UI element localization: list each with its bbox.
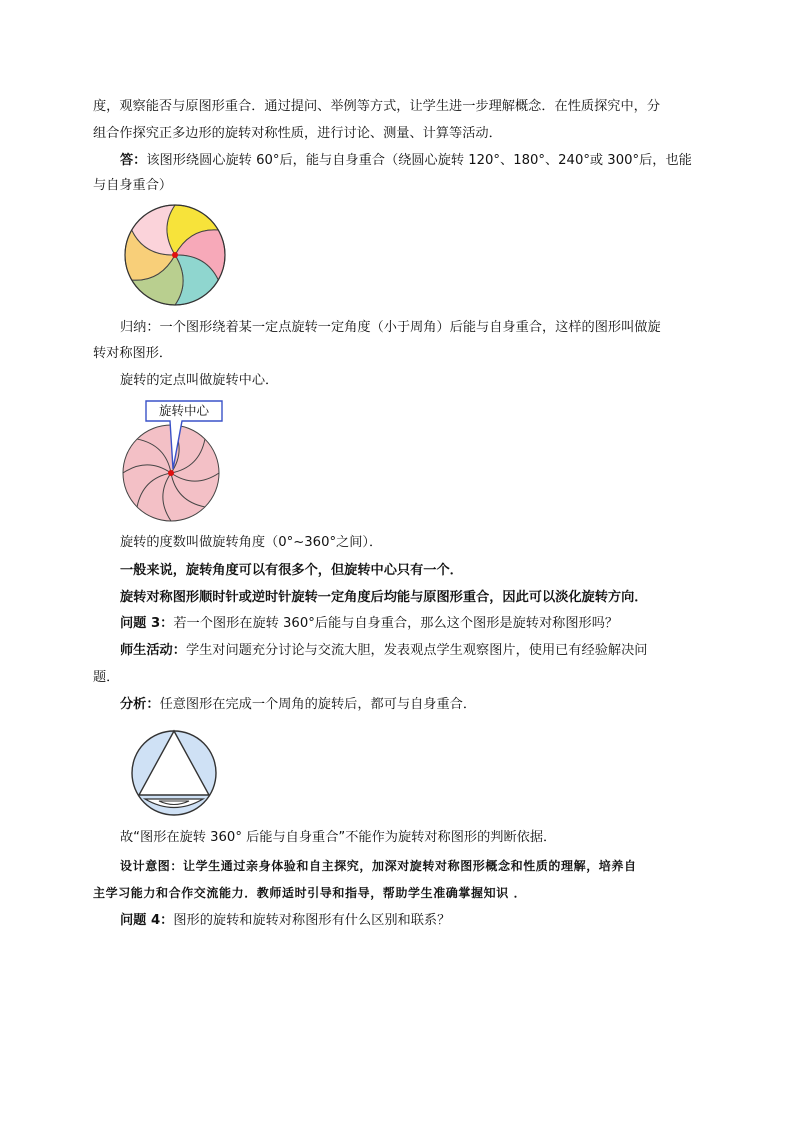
analysis-text: 任意图形在完成一个周角的旋转后，都可与自身重合．	[159, 697, 477, 712]
bold-statement-2: 旋转对称图形顺时针或逆时针旋转一定角度后均能与原图形重合，因此可以淡化旋转方向．	[120, 590, 648, 605]
design-intent-line-2: 主学习能力和合作交流能力．教师适时引导和指导，帮助学生准确掌握知识 ．	[93, 886, 527, 900]
answer-text: 该图形绕圆心旋转 60°后，能与自身重合（绕圆心旋转 120°、180°、240°或 300°后，也能	[146, 153, 692, 168]
conclusion-line: 故“图形在旋转 360° 后能与自身重合”不能作为旋转对称图形的判断依据．	[120, 830, 557, 845]
answer-line-2: 与自身重合）	[93, 178, 173, 193]
paragraph-line: 度，观察能否与原图形重合．通过提问、举例等方式，让学生进一步理解概念．在性质探究中，分	[93, 99, 661, 114]
question-3	[120, 614, 618, 634]
rotation-center-figure	[118, 397, 228, 527]
rotation-center-dot	[168, 470, 174, 476]
question-4-text: 图形的旋转和旋转对称图形有什么区别和联系？	[173, 913, 451, 928]
summary-line: 归纳：一个图形绕着某一定点旋转一定角度（小于周角）后能与自身重合，这样的图形叫做旋	[120, 320, 661, 335]
question-3-text: 若一个图形在旋转 360°后能与自身重合，那么这个图形是旋转对称图形吗？	[173, 616, 619, 631]
question-4	[120, 911, 450, 931]
design-intent-line: 设计意图：让学生通过亲身体验和自主探究，加深对旋转对称图形概念和性质的理解，培养自	[120, 859, 637, 873]
bold-statement-1: 一般来说，旋转角度可以有很多个，但旋转中心只有一个．	[120, 563, 463, 578]
question-3-label: 问题 3：	[120, 616, 174, 631]
answer-label: 答：	[120, 153, 147, 168]
pinwheel-center-dot	[172, 252, 178, 258]
angle-definition: 旋转的度数叫做旋转角度（0°~360°之间）．	[120, 535, 383, 550]
triangle-circle-figure	[129, 728, 219, 818]
activity-text: 学生对问题充分讨论与交流大胆，发表观点学生观察图片，使用已有经验解决问	[185, 643, 648, 658]
callout-label: 旋转中心	[158, 403, 210, 418]
question-4-label: 问题 4：	[120, 913, 174, 928]
center-definition: 旋转的定点叫做旋转中心．	[120, 373, 279, 388]
analysis-line	[120, 695, 476, 715]
paragraph-line: 组合作探究正多边形的旋转对称性质，进行讨论、测量、计算等活动．	[93, 126, 502, 141]
answer-line	[120, 151, 692, 171]
analysis-label: 分析：	[120, 697, 160, 712]
summary-line-2: 转对称图形．	[93, 346, 173, 361]
activity-line	[120, 641, 648, 661]
activity-line-2: 题．	[93, 670, 120, 685]
activity-label: 师生活动：	[120, 643, 186, 658]
pinwheel-figure	[120, 200, 230, 310]
